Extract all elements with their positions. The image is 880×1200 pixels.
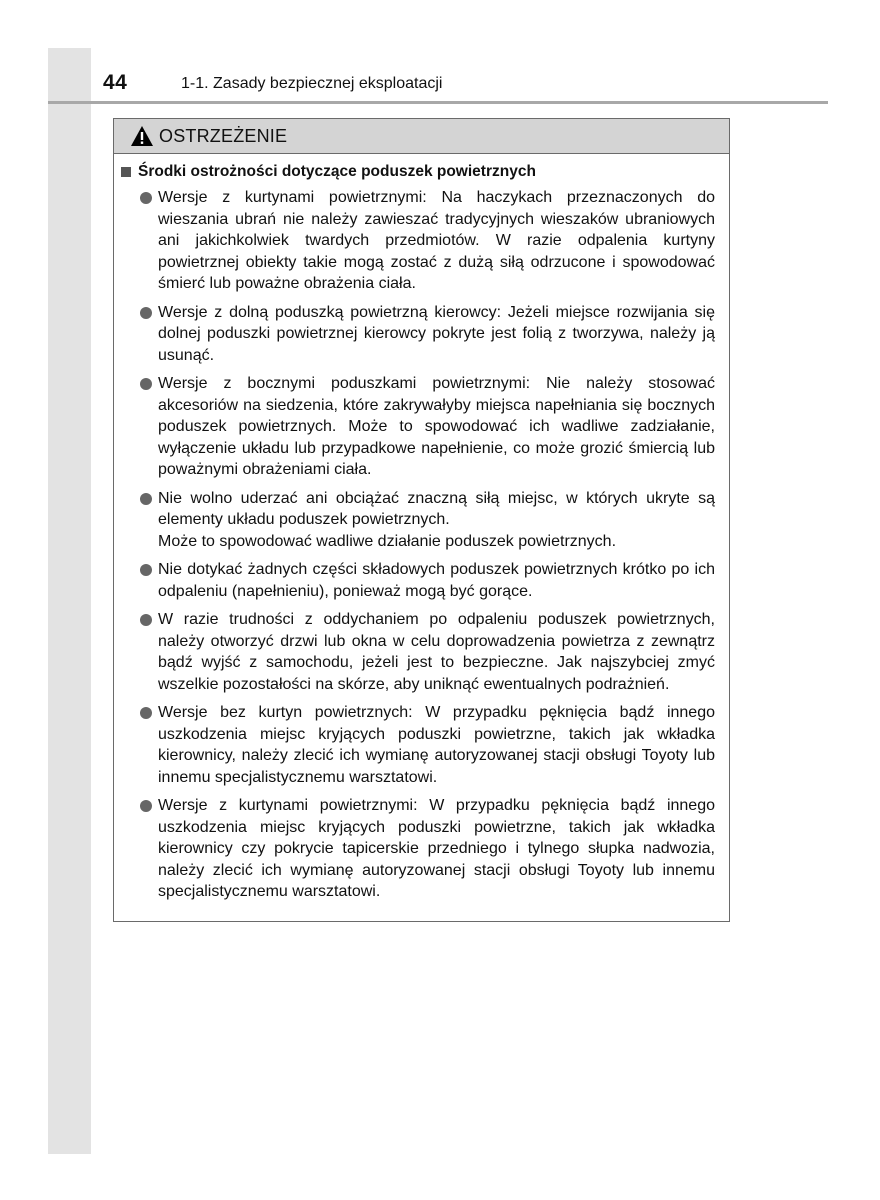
bullet-dot-icon [140, 307, 152, 319]
bullet-dot-icon [140, 564, 152, 576]
bullet-dot-icon [140, 707, 152, 719]
list-item [121, 795, 715, 903]
bullet-dot-icon [140, 378, 152, 390]
list-item [121, 373, 715, 481]
warning-subheading [121, 163, 715, 181]
list-item [121, 559, 715, 602]
list-item [121, 488, 715, 553]
list-item-text: Wersje z bocznymi poduszkami powietrznymi: Nie należy stosować akcesoriów na siedzenia, które zakrywałyby miejsca napełniania się bocznych poduszek powietrznych. Może to spowodować ich wadliwe zadziałanie, wyłączenie układu lub przypadkowe napełnienie, co może grozić śmiercią lub poważnymi obrażeniami ciała. [158, 375, 715, 478]
bullet-dot-icon [140, 614, 152, 626]
warning-title: OSTRZEŻENIE [159, 125, 288, 146]
list-item [121, 609, 715, 695]
bullet-dot-icon [140, 800, 152, 812]
list-item-text: W razie trudności z oddychaniem po odpaleniu poduszek powietrznych, należy otworzyć drzwi lub okna w celu doprowadzenia powietrza z zewnątrz bądź wyjść z samochodu, jeżeli jest to bezpieczne. Jak najszybciej zmyć wszelkie pozostałości na skórze, aby uniknąć ewentualnych podrażnień. [158, 611, 715, 693]
warning-list [121, 187, 715, 903]
bullet-dot-icon [140, 192, 152, 204]
page-number: 44 [103, 71, 128, 94]
warning-subheading-text: Środki ostrożności dotyczące poduszek powietrznych [138, 163, 536, 180]
warning-triangle-icon [130, 125, 154, 147]
warning-header [114, 119, 729, 154]
list-item [121, 302, 715, 367]
warning-body [114, 154, 729, 903]
list-item-text: Nie dotykać żadnych części składowych poduszek powietrznych krótko po ich odpaleniu (napełnieniu), ponieważ mogą być gorące. [158, 561, 715, 600]
header-divider [48, 101, 828, 104]
square-bullet-icon [121, 167, 131, 177]
list-item-text: Nie wolno uderzać ani obciążać znaczną siłą miejsc, w których ukryte są elementy układu poduszek powietrznych. Może to spowodować wadliwe działanie poduszek powietrznych. [158, 489, 715, 550]
list-item-text: Wersje z kurtynami powietrznymi: Na haczykach przeznaczonych do wieszania ubrań nie należy zawieszać tradycyjnych wieszaków ubraniowych ani jakichkolwiek twardych przedmiotów. W razie odpalenia kurtyny powietrznej obiekty takie mogą zostać z dużą siłą odrzucone i spowodować śmierć lub poważne obrażenia ciała. [158, 189, 715, 292]
bullet-dot-icon [140, 493, 152, 505]
section-title: 1-1. Zasady bezpiecznej eksploatacji [181, 75, 443, 92]
list-item [121, 187, 715, 295]
side-margin-bar [48, 48, 91, 1154]
list-item-text: Wersje z kurtynami powietrznymi: W przypadku pęknięcia bądź innego uszkodzenia miejsc kryjących poduszki powietrzne, takich jak wkładka kierownicy czy pokrycie tapicerskie przedniego i tylnego słupka nadwozia, należy zlecić ich wymianę autoryzowanej stacji obsługi Toyoty lub innemu specjalistycznemu warsztatowi. [158, 797, 715, 900]
warning-box [113, 118, 730, 922]
list-item-text: Wersje z dolną poduszką powietrzną kierowcy: Jeżeli miejsce rozwijania się dolnej poduszki powietrznej kierowcy pokryte jest folią z tworzywa, należy ją usunąć. [158, 303, 715, 364]
list-item-text: Wersje bez kurtyn powietrznych: W przypadku pęknięcia bądź innego uszkodzenia miejsc kryjących poduszki powietrzne, takich jak wkładka kierownicy, należy zlecić ich wymianę autoryzowanej stacji obsługi Toyoty lub innemu specjalistycznemu warsztatowi. [158, 704, 715, 786]
list-item [121, 702, 715, 788]
